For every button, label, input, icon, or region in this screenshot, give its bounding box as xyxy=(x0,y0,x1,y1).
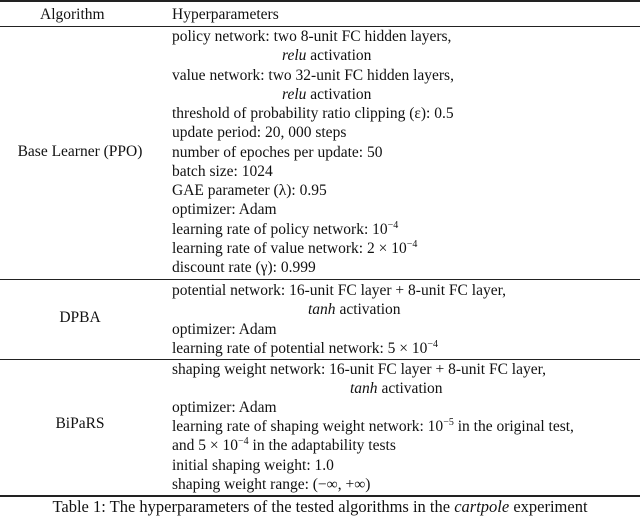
exponent: −4 xyxy=(406,239,418,250)
param-text: learning rate of value network: 2 × 10 xyxy=(172,240,407,257)
param-line: potential network: 16-unit FC layer + 8-unit FC layer, xyxy=(172,282,506,299)
param-line xyxy=(172,436,396,455)
param-line: GAE parameter (λ): 0.95 xyxy=(172,182,327,199)
param-text: activation xyxy=(335,301,401,318)
param-line: batch size: 1024 xyxy=(172,163,273,180)
param-line: shaping weight range: (−∞, +∞) xyxy=(172,476,371,493)
param-line: initial shaping weight: 1.0 xyxy=(172,457,334,474)
param-text: in the adaptability tests xyxy=(248,437,396,454)
param-text: in the original test, xyxy=(453,418,574,435)
param-line: value network: two 32-unit FC hidden layers, xyxy=(172,67,454,84)
algorithm-ppo: Base Learner (PPO) xyxy=(17,143,143,160)
param-line: discount rate (γ): 0.999 xyxy=(172,259,316,276)
param-line: optimizer: Adam xyxy=(172,399,277,416)
caption-text: experiment xyxy=(509,497,588,516)
exponent: −4 xyxy=(387,220,399,231)
param-line: optimizer: Adam xyxy=(172,321,277,338)
param-text: learning rate of policy network: 10 xyxy=(172,221,388,238)
algorithm-dpba: DPBA xyxy=(59,309,101,326)
param-line xyxy=(172,339,438,358)
param-text: learning rate of potential network: 5 × 10 xyxy=(172,340,428,357)
param-italic: tanh xyxy=(308,301,336,318)
param-line: optimizer: Adam xyxy=(172,201,277,218)
exponent: −5 xyxy=(443,417,454,428)
header-hyperparameters: Hyperparameters xyxy=(172,6,279,23)
param-line: number of epoches per update: 50 xyxy=(172,144,383,161)
param-text: activation xyxy=(306,47,372,64)
param-line xyxy=(350,379,443,398)
param-text: activation xyxy=(306,86,372,103)
param-line: shaping weight network: 16-unit FC layer + 8-unit FC layer, xyxy=(172,361,547,378)
param-italic: tanh xyxy=(350,380,378,397)
param-line: threshold of probability ratio clipping (ε): 0.5 xyxy=(172,105,454,122)
param-line xyxy=(282,85,371,104)
param-italic: relu xyxy=(282,47,307,64)
caption-text: Table 1: The hyperparameters of the tested algorithms in the xyxy=(52,497,455,516)
header-algorithm: Algorithm xyxy=(40,6,105,23)
caption-italic: cartpole xyxy=(454,497,510,516)
param-line xyxy=(172,417,574,436)
param-line xyxy=(172,239,417,258)
table-caption xyxy=(0,497,640,517)
algorithm-biparas: BiPaRS xyxy=(55,415,105,432)
param-line: policy network: two 8-unit FC hidden layers, xyxy=(172,28,452,45)
exponent: −4 xyxy=(427,339,439,350)
param-italic: relu xyxy=(282,86,307,103)
exponent: −4 xyxy=(238,436,249,447)
param-text: learning rate of shaping weight network: 10 xyxy=(172,418,444,435)
param-text: activation xyxy=(377,380,443,397)
param-line xyxy=(282,46,371,65)
param-line: update period: 20, 000 steps xyxy=(172,124,347,141)
top-rule xyxy=(0,0,640,2)
section-rule xyxy=(0,279,640,280)
param-line xyxy=(172,220,398,239)
param-text: and 5 × 10 xyxy=(172,437,238,454)
param-line xyxy=(308,300,401,319)
